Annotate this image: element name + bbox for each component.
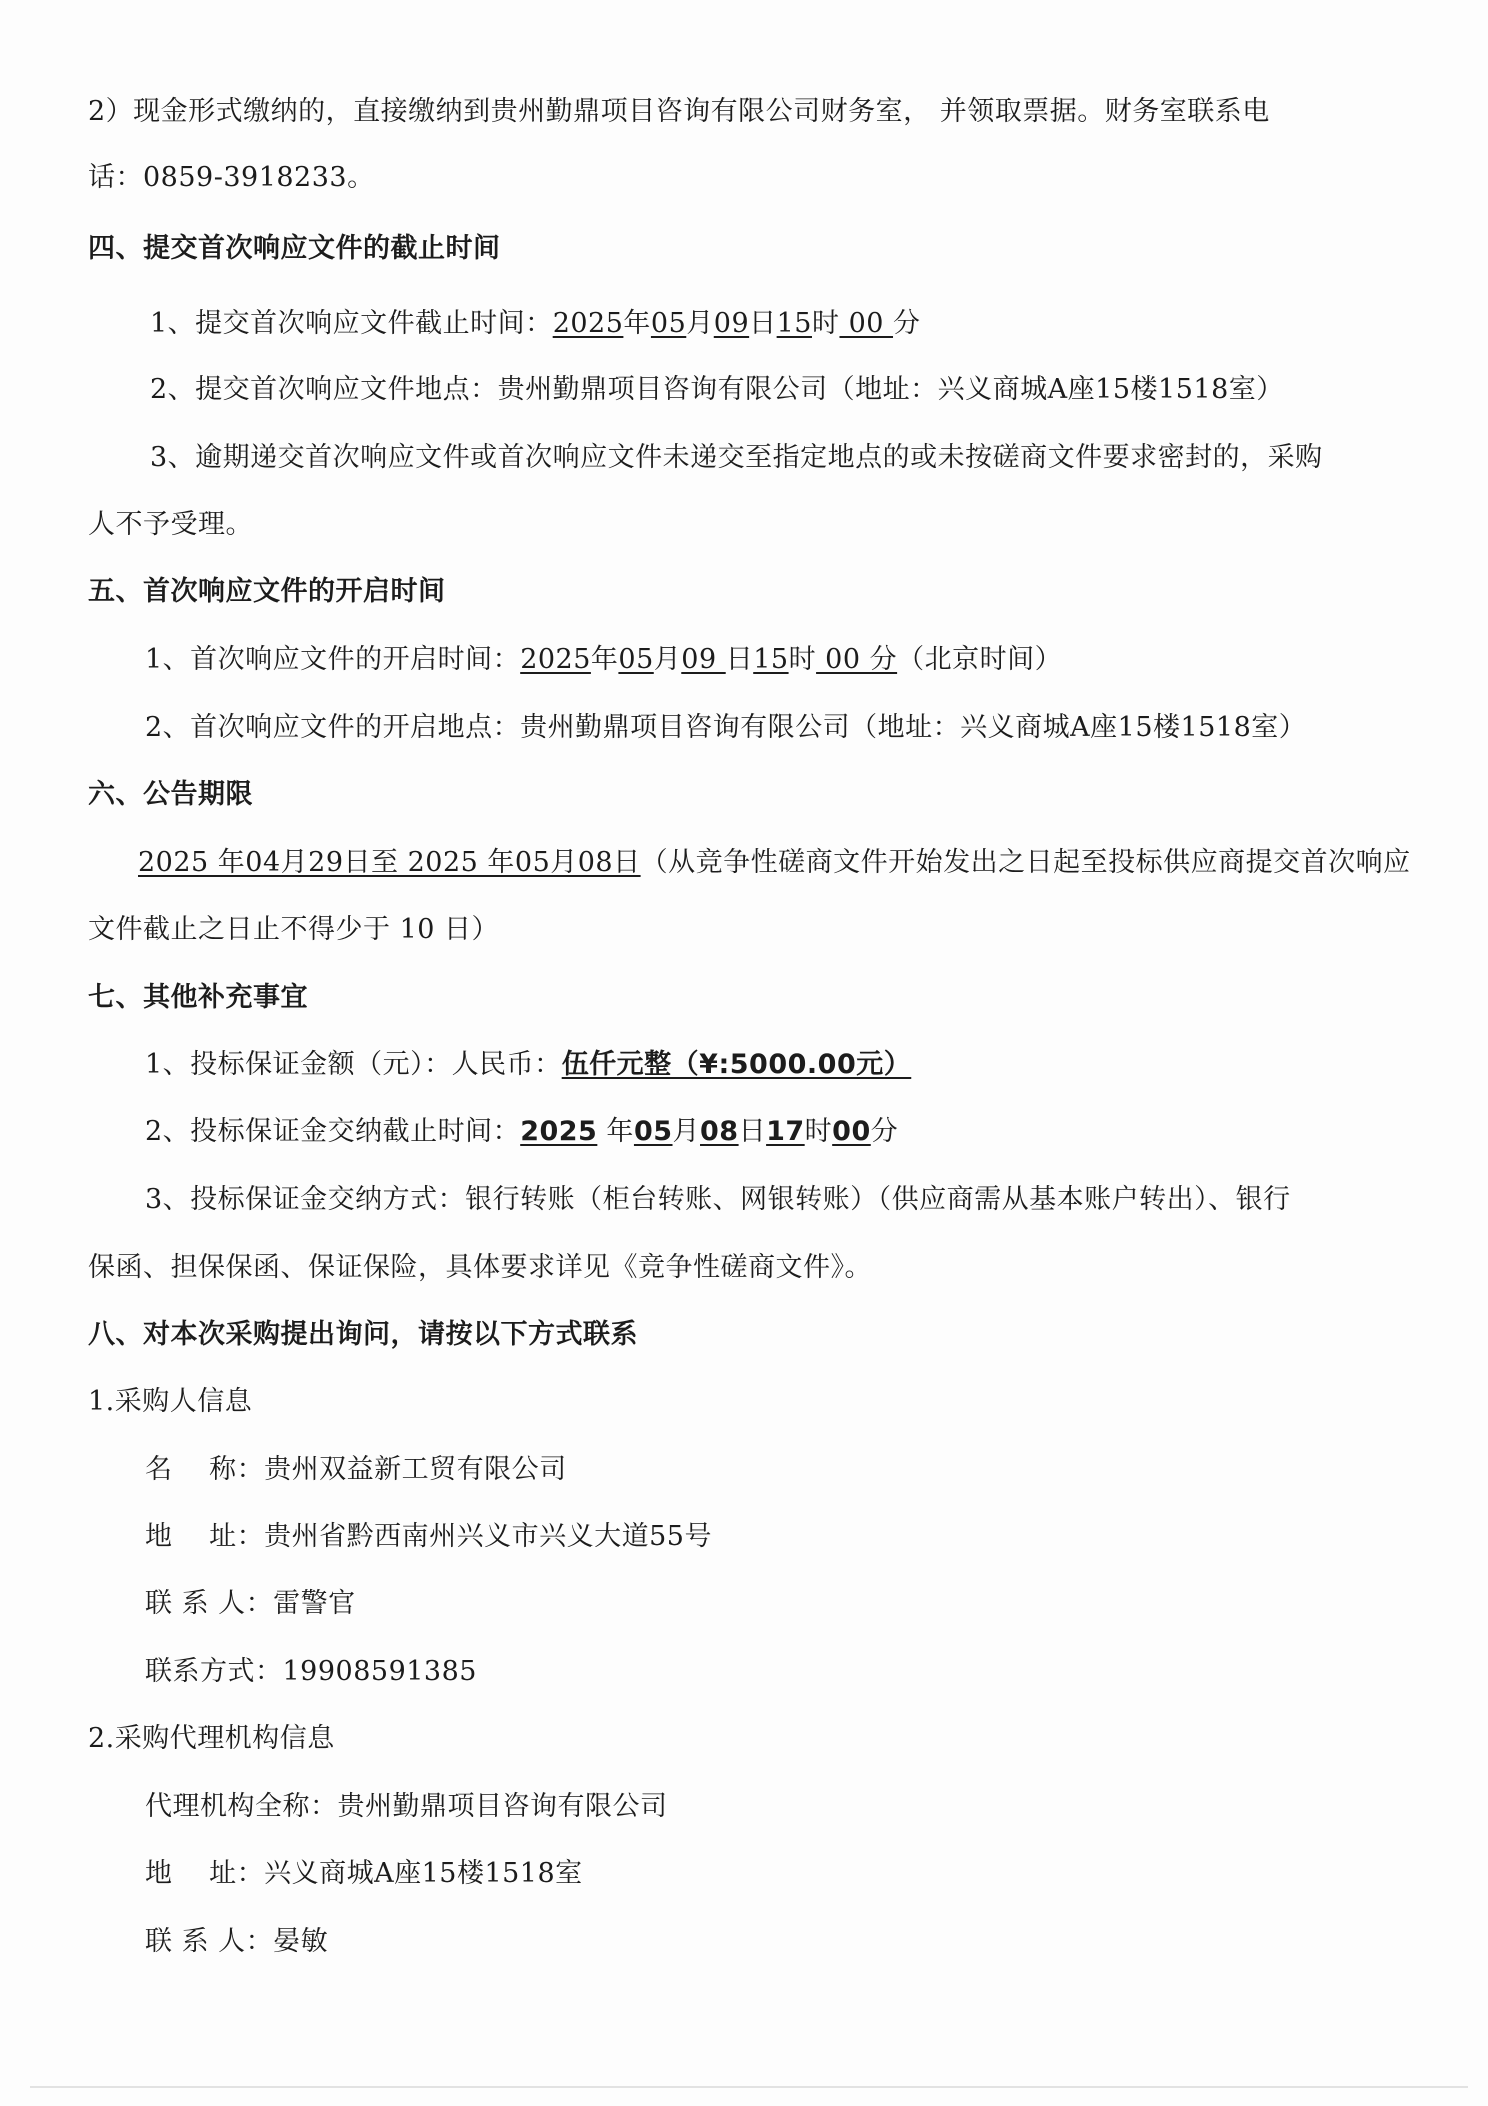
- s7-year-unit: 年: [597, 1116, 634, 1147]
- purchaser-info-title: 1.采购人信息: [88, 1386, 253, 1417]
- s7-deposit-deadline-line: [145, 1112, 898, 1152]
- cash-payment-line-2: 话：0859-3918233。: [88, 162, 375, 193]
- s4-late-line-2: 人不予受理。: [88, 509, 253, 540]
- purchaser-contact: 雷警官: [273, 1588, 356, 1619]
- s7-deposit-day: 08: [700, 1116, 739, 1147]
- agency-address: 兴义商城A座15楼1518室: [264, 1858, 583, 1889]
- s7-deposit-minute: 00: [832, 1116, 871, 1147]
- s4-deadline-minute: 00: [839, 308, 894, 339]
- s7-deposit-amount-line: [145, 1045, 911, 1085]
- agency-contact-row: [145, 1922, 328, 1962]
- s7-deposit-amount: 伍仟元整（¥:5000.00元）: [561, 1049, 912, 1080]
- s5-hour-unit: 时: [788, 644, 817, 675]
- s6-period-line-1: [138, 843, 1411, 883]
- section-8-heading: 八、对本次采购提出询问，请按以下方式联系: [88, 1319, 638, 1350]
- s4-location-line: 2、提交首次响应文件地点：贵州勤鼎项目咨询有限公司（地址：兴义商城A座15楼1518室）: [150, 374, 1284, 405]
- s6-period-note: （从竞争性磋商文件开始发出之日起至投标供应商提交首次响应: [640, 847, 1411, 878]
- purchaser-name-row: [145, 1450, 567, 1490]
- s5-open-time-line: [145, 640, 1062, 680]
- s4-deadline-line: [150, 304, 921, 344]
- s5-year-unit: 年: [590, 644, 619, 675]
- s5-location-line: 2、首次响应文件的开启地点：贵州勤鼎项目咨询有限公司（地址：兴义商城A座15楼1518室）: [145, 712, 1307, 743]
- agency-address-label: 地 址：: [145, 1858, 265, 1889]
- purchaser-name: 贵州双益新工贸有限公司: [264, 1454, 567, 1485]
- s4-month-unit: 月: [686, 308, 714, 339]
- s4-minute-unit: 分: [893, 308, 921, 339]
- s7-month-unit: 月: [672, 1116, 701, 1147]
- s4-deadline-year: 2025: [552, 308, 624, 339]
- s4-deadline-month: 05: [650, 308, 687, 339]
- s4-year-unit: 年: [623, 308, 651, 339]
- s5-open-year: 2025: [520, 644, 591, 675]
- s7-day-unit: 日: [738, 1116, 767, 1147]
- s7-deposit-deadline-label: 2、投标保证金交纳截止时间：: [145, 1116, 521, 1147]
- purchaser-address-row: [145, 1517, 712, 1557]
- s7-deposit-amount-label: 1、投标保证金额（元）：人民币：: [145, 1049, 562, 1080]
- s7-deposit-year: 2025: [520, 1116, 598, 1147]
- purchaser-phone-row: [145, 1652, 477, 1692]
- s5-month-unit: 月: [653, 644, 682, 675]
- s6-period-range: 2025 年04月29日至 2025 年05月08日: [138, 847, 641, 878]
- agency-name-label: 代理机构全称：: [145, 1791, 338, 1822]
- purchaser-name-label: 名 称：: [145, 1454, 265, 1485]
- section-6-heading: 六、公告期限: [88, 779, 253, 810]
- s5-open-hour: 15: [753, 644, 789, 675]
- section-7-heading: 七、其他补充事宜: [88, 982, 308, 1013]
- agency-name-row: [145, 1787, 668, 1827]
- agency-name: 贵州勤鼎项目咨询有限公司: [337, 1791, 668, 1822]
- s7-hour-unit: 时: [804, 1116, 833, 1147]
- s5-day-unit: 日: [725, 644, 754, 675]
- s4-deadline-hour: 15: [776, 308, 812, 339]
- section-4-heading: 四、提交首次响应文件的截止时间: [88, 233, 501, 264]
- s4-deadline-label: 1、提交首次响应文件截止时间：: [150, 308, 553, 339]
- s7-minute-unit: 分: [870, 1116, 899, 1147]
- s7-deposit-hour: 17: [766, 1116, 805, 1147]
- agency-address-row: [145, 1854, 583, 1894]
- purchaser-phone: 19908591385: [282, 1656, 477, 1687]
- purchaser-address-label: 地 址：: [145, 1521, 265, 1552]
- s4-day-unit: 日: [749, 308, 777, 339]
- cash-payment-line-1: 2）现金形式缴纳的，直接缴纳到贵州勤鼎项目咨询有限公司财务室， 并领取票据。财务室联系电: [88, 96, 1270, 127]
- purchaser-address: 贵州省黔西南州兴义市兴义大道55号: [264, 1521, 712, 1552]
- s4-hour-unit: 时: [811, 308, 840, 339]
- purchaser-phone-label: 联系方式：: [145, 1656, 283, 1687]
- s7-deposit-method-line-1: 3、投标保证金交纳方式：银行转账（柜台转账、网银转账）（供应商需从基本账户转出）、银行: [145, 1184, 1291, 1215]
- s4-late-line-1: 3、逾期递交首次响应文件或首次响应文件未递交至指定地点的或未按磋商文件要求密封的，采购: [150, 442, 1323, 473]
- s7-deposit-method-line-2: 保函、担保保函、保证保险，具体要求详见《竞争性磋商文件》。: [88, 1252, 872, 1283]
- s5-open-month: 05: [618, 644, 654, 675]
- s4-deadline-day: 09: [713, 308, 750, 339]
- purchaser-contact-row: [145, 1584, 356, 1624]
- scan-bottom-edge: [30, 2086, 1468, 2088]
- agency-info-title: 2.采购代理机构信息: [88, 1723, 335, 1754]
- s6-period-line-2: 文件截止之日止不得少于 10 日）: [88, 914, 500, 945]
- section-5-heading: 五、首次响应文件的开启时间: [88, 576, 446, 607]
- agency-contact: 晏敏: [273, 1926, 329, 1957]
- s5-open-minute: 00 分: [816, 644, 898, 675]
- s5-beijing-time: （北京时间）: [897, 644, 1063, 675]
- s5-open-day: 09: [681, 644, 726, 675]
- agency-contact-label: 联 系 人：: [145, 1926, 274, 1957]
- purchaser-contact-label: 联 系 人：: [145, 1588, 274, 1619]
- s7-deposit-month: 05: [633, 1116, 673, 1147]
- s5-open-time-label: 1、首次响应文件的开启时间：: [145, 644, 521, 675]
